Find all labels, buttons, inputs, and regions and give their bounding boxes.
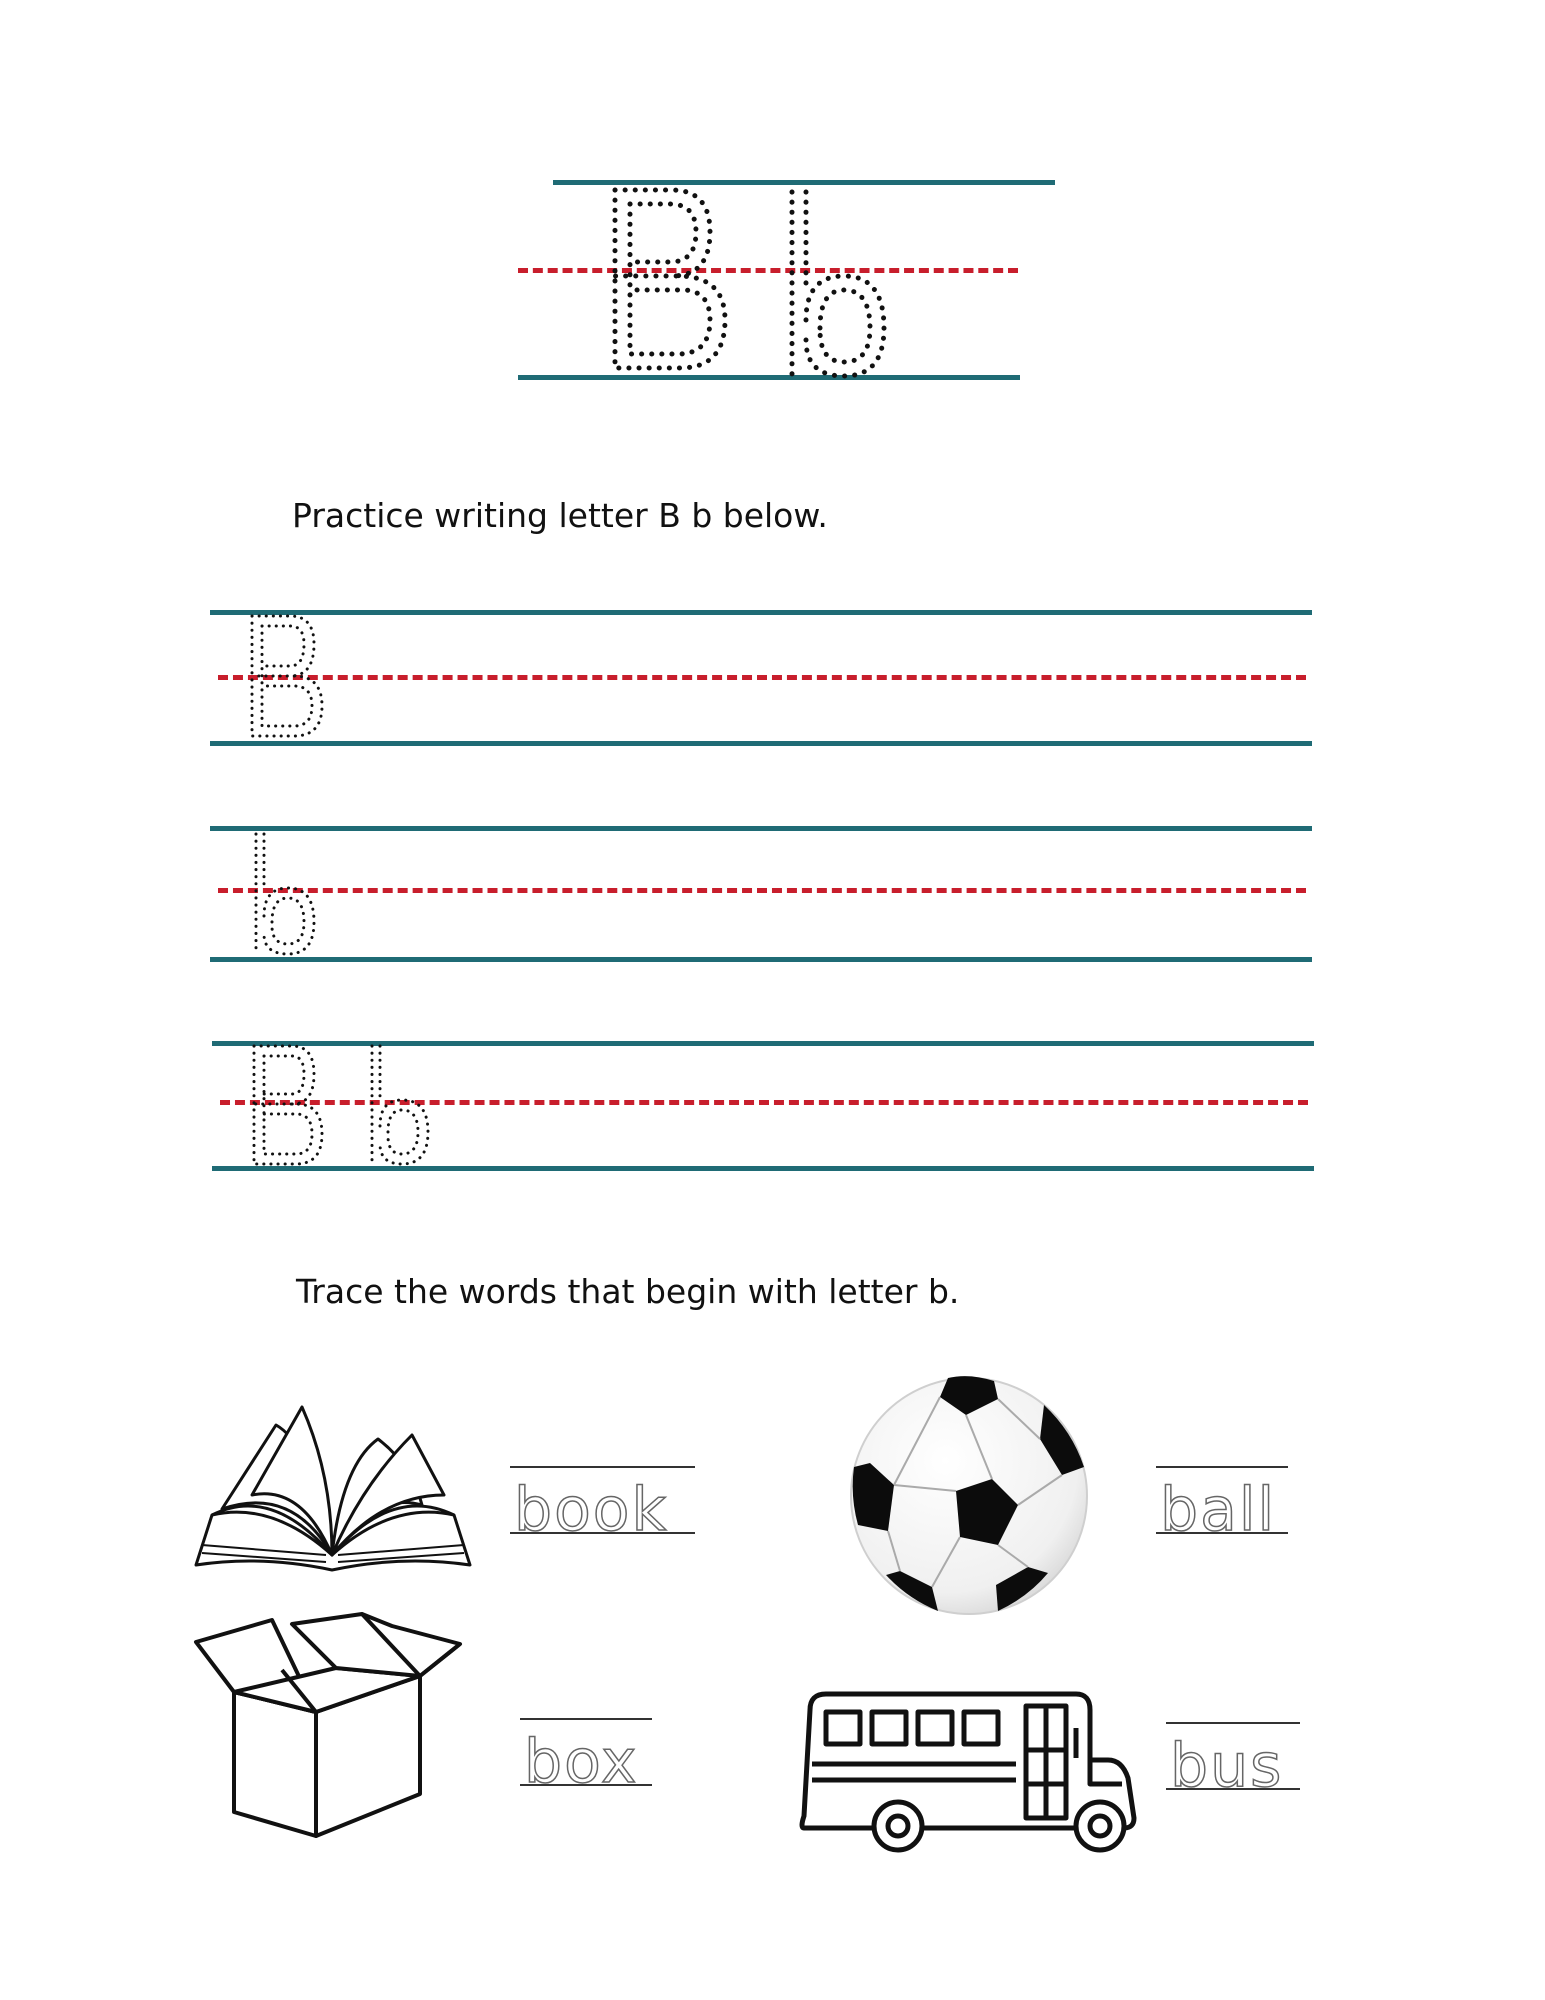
word-trace-box[interactable] xyxy=(520,1718,652,1797)
soccer-ball-icon xyxy=(848,1375,1090,1617)
practice-instruction: Practice writing letter B b below. xyxy=(292,496,828,535)
word-trace-bus[interactable] xyxy=(1166,1722,1300,1801)
trace-instruction: Trace the words that begin with letter b. xyxy=(296,1272,960,1311)
row1-mid-dashed-line xyxy=(218,675,1306,680)
book-icon xyxy=(192,1405,474,1573)
row1-base-line xyxy=(210,741,1312,746)
school-bus-icon xyxy=(800,1688,1136,1860)
row2-top-line xyxy=(210,826,1312,831)
row3-dotted-letters-Bb xyxy=(248,1042,448,1172)
row2-dotted-letter-b xyxy=(246,830,326,962)
word-trace-ball[interactable] xyxy=(1156,1466,1288,1545)
word-box-text: box xyxy=(524,1727,639,1797)
row2-mid-dashed-line xyxy=(218,888,1306,893)
word-trace-book[interactable] xyxy=(510,1466,695,1545)
box-icon xyxy=(192,1612,464,1838)
row2-base-line xyxy=(210,957,1312,962)
row1-top-line xyxy=(210,610,1312,615)
word-ball-text: ball xyxy=(1160,1475,1277,1545)
row1-dotted-letter-B xyxy=(246,612,326,744)
word-book-text: book xyxy=(514,1475,669,1545)
word-bus-text: bus xyxy=(1170,1731,1284,1801)
header-dotted-letters xyxy=(600,180,920,380)
